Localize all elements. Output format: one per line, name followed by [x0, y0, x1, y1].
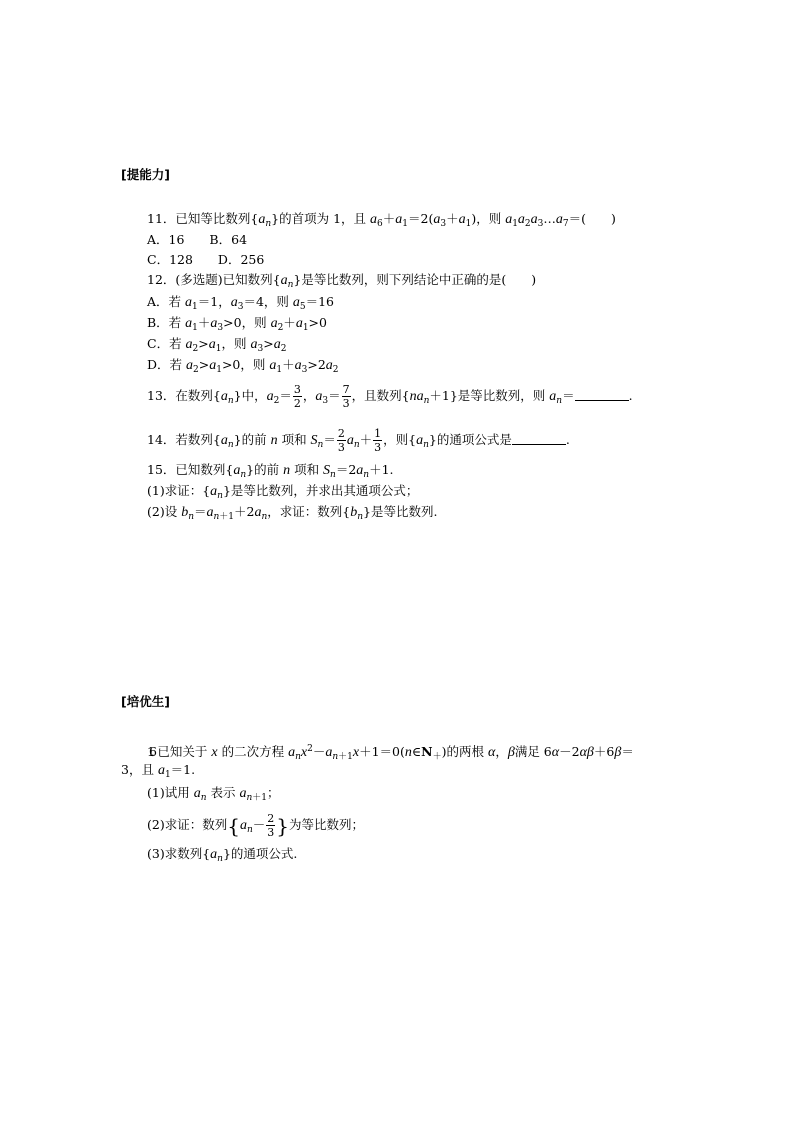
q15-part-1: (1)求证：$\{a_n\}$是等比数列，并求出其通项公式；: [147, 483, 419, 501]
q11-text-c: ＝2(: [408, 211, 434, 226]
q14-fraction-1: $\frac{2}{3}$: [337, 427, 345, 454]
q13-fraction-2: $\frac{7}{3}$: [342, 383, 350, 410]
q16-part-3: (3)求数列$\{a_n\}$的通项公式.: [147, 846, 298, 864]
q12-option-a: A．若 $a_1=1$，$a_3=4$，则 $a_5=16$: [147, 294, 335, 312]
q16-part-2: (2)求证：数列{$a_n-$ $\frac{2}{3}$ }为等比数列；: [147, 812, 365, 839]
q11-options-ab: A．16 B．64: [147, 232, 248, 247]
q12-option-c: C．若 $a_2>a_1$，则 $a_3>a_2$: [147, 336, 287, 354]
q12-text-a: 12．(多选题)已知数列{: [147, 272, 281, 287]
q11-text-b: }的首项为 1，且: [271, 211, 371, 226]
q13-answer-blank[interactable]: [575, 388, 629, 401]
q11-text-a: 11．已知等比数列{: [147, 211, 259, 226]
q11-text-d: )，则: [471, 211, 506, 226]
q11-options-cd: C．128 D．256: [147, 252, 265, 267]
q16-part-1: (1)试用 $a_n$ 表示 $a_{n+1}$；: [147, 785, 280, 803]
section-title-ability: [提能力]: [121, 167, 170, 182]
question-12: 12．(多选题)已知数列$\{a_n\}$是等比数列，则下列结论中正确的是( ): [147, 272, 537, 290]
q12-option-d: D．若 $a_2>a_1>0$，则 $a_1+a_3>2a_2$: [147, 357, 339, 375]
q13-fraction-1: $\frac{3}{2}$: [293, 383, 301, 410]
question-15: 15．已知数列$\{a_n\}$的前 n 项和 $S_n=2a_n+1$.: [147, 462, 394, 480]
q12-text-b: }是等比数列，则下列结论中正确的是( ): [293, 272, 537, 287]
q11-text-e: ＝( ): [568, 211, 616, 226]
question-16: 16．已知关于 x 的二次方程 $a_nx^2-a_{n+1}x+1=0(n\in N_+)$的两根 α，β满足 6α－2αβ＋6β＝: [147, 744, 634, 762]
question-11: 11．已知等比数列$\{a_n\}$的首项为 1，且 $a_6+a_1=2(a_3+a_1)$，则 $a_1a_2a_3\dots a_7=$( ): [147, 211, 616, 229]
q16-fraction: $\frac{2}{3}$: [267, 812, 275, 839]
section-title-excellence: [培优生]: [121, 694, 170, 709]
q14-answer-blank[interactable]: [512, 432, 566, 445]
q16-line-2: 3，且 $a_1=1$.: [121, 762, 196, 780]
question-13: 13．在数列$\{a_n\}$中，$a_2=$ $\frac{3}{2}$ ，$a_3=$ $\frac{7}{3}$ ，且数列$\{na_n+1\}$是等比数列，则 $a_n=$ .: [147, 383, 633, 410]
question-14: 14．若数列$\{a_n\}$的前 n 项和 $S_n=$ $\frac{2}{3}$ $a_n+$ $\frac{1}{3}$ ，则$\{a_n\}$的通项公式是 .: [147, 427, 570, 454]
q12-option-b: B．若 $a_1+a_3>0$，则 $a_2+a_1>0$: [147, 315, 327, 333]
q15-part-2: (2)设 $b_n=a_{n+1}+2a_n$，求证：数列$\{b_n\}$是等比数列.: [147, 504, 438, 522]
q14-fraction-2: $\frac{1}{3}$: [374, 427, 382, 454]
